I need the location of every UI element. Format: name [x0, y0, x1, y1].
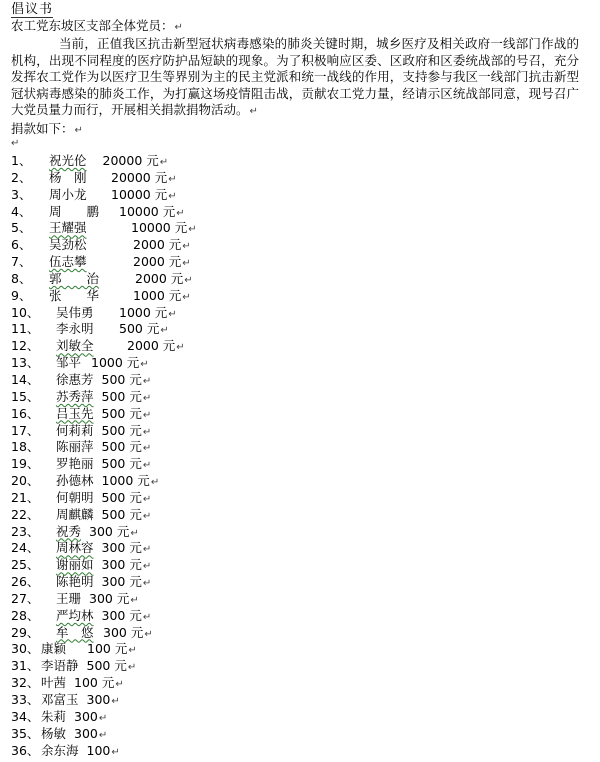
donation-intro — [11, 121, 83, 139]
paragraph-mark: ↵ — [98, 729, 108, 741]
paragraph-mark: ↵ — [176, 342, 185, 354]
donor-number: 19、 — [11, 456, 40, 472]
donor-name: 孙德林 — [56, 473, 94, 489]
donor-number: 24、 — [11, 540, 40, 556]
donor-amount: 300 元↵ — [101, 607, 152, 623]
paragraph-mark: ↵ — [160, 325, 169, 337]
donor-amount: 500 元↵ — [101, 371, 152, 387]
paragraph-mark: ↵ — [74, 125, 83, 136]
donor-amount: 1000 元↵ — [119, 304, 177, 320]
donor-amount: 300↵ — [74, 725, 108, 741]
donor-amount: 300↵ — [86, 692, 120, 707]
paragraph-mark: ↵ — [182, 291, 191, 303]
donor-name: 李语静 — [41, 658, 79, 674]
donor-number: 6、 — [11, 237, 32, 253]
paragraph-mark: ↵ — [182, 258, 191, 270]
paragraph-mark: ↵ — [168, 173, 177, 185]
donor-amount: 300 元↵ — [101, 540, 152, 556]
title-text: 倡议书 — [11, 2, 54, 17]
paragraph-mark: ↵ — [188, 224, 197, 236]
donor-number: 28、 — [11, 607, 40, 623]
paragraph-mark: ↵ — [142, 578, 152, 590]
donor-amount: 1000 元↵ — [133, 287, 191, 303]
donor-number: 9、 — [11, 287, 32, 303]
donor-amount: 2000 元↵ — [133, 237, 191, 253]
donor-amount: 100 元↵ — [87, 641, 137, 657]
donor-amount: 2000 元↵ — [135, 270, 193, 286]
greeting-line — [11, 18, 183, 36]
donor-number: 4、 — [11, 203, 32, 219]
donor-number: 5、 — [11, 220, 32, 236]
donor-name: 周麒麟 — [56, 506, 94, 522]
donor-name: 周林容 — [56, 540, 94, 556]
donor-number: 35、 — [11, 725, 40, 741]
donor-number: 16、 — [11, 405, 40, 421]
donor-number: 25、 — [11, 557, 40, 573]
donor-number: 11、 — [11, 321, 40, 337]
donor-name: 杨敏 — [41, 725, 67, 741]
paragraph-mark: ↵ — [130, 594, 139, 606]
paragraph-mark: ↵ — [144, 628, 153, 640]
donor-name: 周 鹏 — [49, 203, 100, 219]
donor-number: 32、 — [11, 675, 40, 691]
donor-name: 叶茜 — [41, 675, 67, 691]
donor-name: 吴伟勇 — [56, 304, 94, 320]
donor-number: 13、 — [11, 355, 40, 371]
paragraph-mark: ↵ — [11, 138, 20, 149]
document-title — [11, 2, 53, 18]
paragraph-mark: ↵ — [168, 190, 177, 202]
donor-amount: 500 元↵ — [101, 422, 152, 438]
donor-name: 邹平 — [56, 355, 82, 371]
paragraph-mark: ↵ — [142, 510, 152, 522]
donor-amount: 10000 元↵ — [111, 186, 177, 202]
paragraph-mark: ↵ — [111, 746, 120, 758]
donor-amount: 20000 元↵ — [102, 153, 169, 168]
donor-number: 20、 — [11, 473, 40, 489]
donor-name: 伍志攀 — [49, 254, 87, 270]
donor-number: 7、 — [11, 254, 32, 270]
paragraph-mark: ↵ — [142, 443, 152, 455]
donor-number: 1、 — [11, 153, 32, 168]
donor-name: 刘敏全 — [56, 338, 94, 354]
donor-amount: 300 元↵ — [101, 574, 152, 590]
donor-number: 34、 — [11, 708, 40, 724]
paragraph-mark: ↵ — [142, 460, 152, 472]
donor-number: 23、 — [11, 523, 40, 539]
paragraph-mark: ↵ — [127, 662, 137, 674]
donor-amount: 300↵ — [74, 708, 108, 724]
body-paragraph — [11, 36, 579, 121]
paragraph-mark: ↵ — [142, 544, 152, 556]
donor-amount: 500 元↵ — [101, 439, 152, 455]
donor-name: 陈丽萍 — [56, 439, 94, 455]
donor-name: 吴劲松 — [49, 237, 87, 253]
donor-amount: 10000 元↵ — [131, 220, 197, 236]
donor-number: 8、 — [11, 270, 32, 286]
paragraph-mark: ↵ — [142, 375, 152, 387]
donor-name: 祝光伦 — [49, 153, 87, 168]
donor-number: 15、 — [11, 388, 40, 404]
donor-amount: 500 元↵ — [101, 405, 152, 421]
donor-name: 何莉莉 — [56, 422, 94, 438]
paragraph-mark: ↵ — [142, 426, 152, 438]
donor-amount: 500 元↵ — [119, 321, 169, 337]
donor-number: 36、 — [11, 742, 40, 758]
donor-amount: 100↵ — [86, 742, 120, 758]
body-text: 当前，正值我区抗击新型冠状病毒感染的肺炎关键时期，城乡医疗及相关政府一线部门作战的机构，出现不同程度的医疗防护品短缺的现象。为了积极响应区委、区政府和区委统战部的号召，充分发挥农工党作为以医疗卫生等界别为主的民主党派和统一战线的作用，支持参与我区一线部门抗击新型冠状病毒感染的肺炎工作，为打赢这场疫情阻击战，贡献农工党力量，经请示区统战部同意，现号召广大党员量力而行，开展相关捐款捐物活动。 — [11, 36, 579, 118]
donor-name: 邓富玉 — [41, 692, 79, 707]
donor-name: 何朝明 — [56, 489, 94, 505]
paragraph-mark: ↵ — [142, 561, 152, 573]
greeting-text: 农工党东坡区支部全体党员： — [11, 18, 174, 33]
donor-amount: 500 元↵ — [101, 506, 152, 522]
donor-number: 17、 — [11, 422, 40, 438]
donor-number: 29、 — [11, 624, 40, 640]
donor-number: 18、 — [11, 439, 40, 455]
paragraph-mark: ↵ — [111, 696, 120, 707]
donor-name: 张 华 — [49, 287, 100, 303]
donor-number: 12、 — [11, 338, 40, 354]
paragraph-mark: ↵ — [182, 241, 191, 253]
donor-amount: 300 元↵ — [103, 624, 153, 640]
donor-amount: 2000 元↵ — [133, 254, 191, 270]
donor-name: 李永明 — [56, 321, 94, 337]
donor-amount: 1000 元↵ — [101, 473, 160, 489]
paragraph-mark: ↵ — [249, 106, 258, 118]
donor-name: 苏秀萍 — [56, 388, 94, 404]
donor-name: 康颖 — [41, 641, 67, 657]
paragraph-mark: ↵ — [130, 527, 139, 539]
donor-amount: 10000 元↵ — [119, 203, 185, 219]
donor-amount: 2000 元↵ — [127, 338, 185, 354]
donor-number: 2、 — [11, 169, 32, 185]
donor-amount: 300 元↵ — [89, 590, 139, 606]
donor-name: 谢丽如 — [56, 557, 94, 573]
donor-name: 罗艳丽 — [56, 456, 94, 472]
donor-name: 朱莉 — [41, 708, 67, 724]
intro-text: 捐款如下： — [11, 121, 74, 136]
donor-amount: 300 元↵ — [101, 557, 152, 573]
donor-amount: 500 元↵ — [101, 388, 152, 404]
donor-number: 31、 — [11, 658, 40, 674]
donor-number: 27、 — [11, 590, 40, 606]
donor-name: 杨 刚 — [49, 169, 87, 185]
donor-number: 21、 — [11, 489, 40, 505]
paragraph-mark: ↵ — [176, 207, 185, 219]
donor-number: 30、 — [11, 641, 40, 657]
paragraph-mark: ↵ — [115, 679, 124, 691]
paragraph-mark: ↵ — [159, 157, 169, 168]
donor-number: 14、 — [11, 371, 40, 387]
paragraph-mark: ↵ — [174, 22, 183, 33]
donor-name: 王耀强 — [49, 220, 87, 236]
paragraph-mark: ↵ — [150, 477, 160, 489]
donor-amount: 300 元↵ — [89, 523, 139, 539]
paragraph-mark: ↵ — [142, 611, 152, 623]
donor-name: 郭 治 — [49, 270, 100, 286]
donor-name: 周小龙 — [49, 186, 87, 202]
paragraph-mark: ↵ — [184, 274, 193, 286]
donor-number: 3、 — [11, 186, 32, 202]
paragraph-mark: ↵ — [168, 308, 177, 320]
donor-amount: 500 元↵ — [101, 456, 152, 472]
paragraph-mark: ↵ — [142, 409, 152, 421]
donor-number: 22、 — [11, 506, 40, 522]
donor-name: 祝秀 — [56, 523, 82, 539]
donor-amount: 500 元↵ — [101, 489, 152, 505]
donor-name: 王珊 — [56, 590, 82, 606]
donor-amount: 100 元↵ — [74, 675, 124, 691]
donor-name: 牟 悠 — [56, 624, 94, 640]
donor-amount: 1000 元↵ — [91, 355, 149, 371]
donor-name: 陈艳明 — [56, 574, 94, 590]
paragraph-mark: ↵ — [142, 493, 152, 505]
paragraph-mark: ↵ — [98, 712, 108, 724]
donor-number: 33、 — [11, 692, 40, 707]
paragraph-mark: ↵ — [142, 392, 152, 404]
paragraph-mark: ↵ — [140, 359, 149, 371]
donor-name: 吕玉先 — [56, 405, 94, 421]
donor-number: 26、 — [11, 574, 40, 590]
donor-name: 严均林 — [56, 607, 94, 623]
donor-amount: 500 元↵ — [86, 658, 137, 674]
donor-name: 徐惠芳 — [56, 371, 94, 387]
paragraph-mark: ↵ — [128, 645, 137, 657]
donor-amount: 20000 元↵ — [111, 169, 177, 185]
donor-name: 余东海 — [41, 742, 79, 758]
donor-number: 10、 — [11, 304, 40, 320]
